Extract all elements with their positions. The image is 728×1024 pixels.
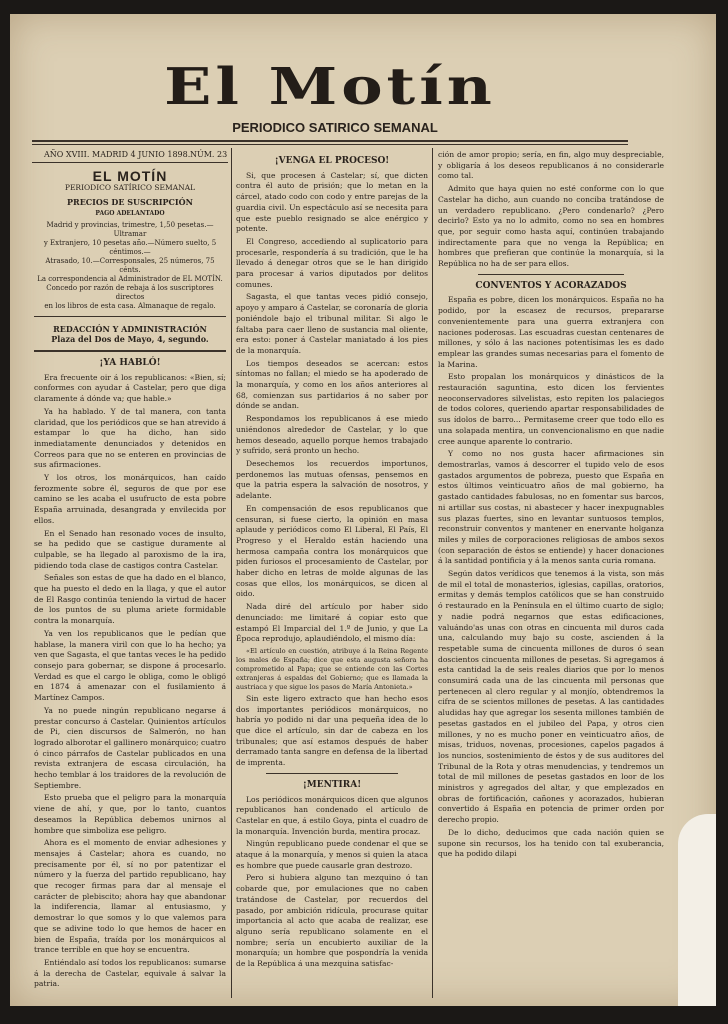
issue-date: MADRID 4 JUNIO 1898.: [92, 150, 191, 159]
paragraph: Y los otros, los monárquicos, han caído ferozmente sobre él, seguros de que por ese camino se les acaba el usufructo de esta pobre España arruinada, desangrada y envilecida por ellos.: [34, 473, 226, 525]
article-heading-conventos-y-acorazados: CONVENTOS Y ACORAZADOS: [475, 280, 627, 291]
box-title: EL MOTÍN: [92, 168, 168, 184]
masthead-subtitle: PERIODICO SATIRICO SEMANAL: [232, 120, 438, 135]
pago-label: PAGO ADELANTADO: [95, 210, 165, 217]
prices-line: Madrid y provincias, trimestre, 1,50 pesetas.—Ultramar: [46, 221, 214, 238]
prices-line: en los libros de esta casa. Almanaque de regalo.: [44, 302, 216, 310]
paragraph: Ya no puede ningún republicano negarse á prestar concurso á Castelar. Quinientos artículos de Pi, cien discursos de Salmerón, no han logrado alborotar el gallinero monárquico; cuatro ó cinco párrafos de Castelar publicados en una revista extranjera de escasa circulación, ha hecho temblar á los traidores de la revolución de Septiembre.: [34, 705, 226, 790]
prices-line: La correspondencia al Administrador de EL MOTÍN.: [37, 275, 223, 283]
prices-line: y Extranjero, 10 pesetas año.—Número suelto, 5 céntimos.—: [43, 239, 217, 256]
paragraph: Según datos verídicos que tenemos á la vista, son más de mil el total de monasterios, iglesias, capillas, oratorios, ermitas y demás templos católicos que se han construido ó restaurado en la Península en el último cuarto de siglo; y nadie podrá negarnos que estas edificaciones, valuándo'as unas con otras en cincuenta mil duros cada una, calculando muy bajo su coste, ascienden á la respetable suma de cincuenta millones de duros ó sean doscientos cincuenta millones de pesetas. Si agregamos á esta cantidad la de seis reales diarios que por lo menos consumirá cada una de las cincuenta mil personas que pertenecen al clero regular y al monjío, obtendremos la cifra de se scientos millones de pesetas. A las cantidades aludidas hay que agregar los sesenta millones también de pesetas gastados en el jubileo del Papa, y otros cien millones, y no es mucho poner en veinticuatro años, de misas, triduos, novenas, procesiones, capelos pagados á los nuncios, sostenimiento de éstos y de sus auditores del Tribunal de la Rota y otras menudencias, y tendremos un total de mil millones de pesetas gastados en loor de los ministros y agregados del altar, y que emplezados en obras de fortificación, cañones y acorazados, hubieran convertido á España en potencia de primer orden por derecho propio.: [438, 569, 664, 825]
redaccion-address: Plaza del Dos de Mayo, 4, segundo.: [51, 334, 209, 344]
paragraph: Respondamos los republicanos á ese miedo uniéndonos alrededor de Castelar, y lo que hemos deseado, aquello porque hemos trabajado y sufrido, será pronto un hecho.: [236, 414, 428, 456]
paragraph: Ya ven los republicanos que le pedían que hablase, la manera viril con que lo ha hecho; ya ven que Sagasta, el que tantas veces le ha pedido consejo para gobernar, se dispone á procesarlo. Verdad es que el cargo le obliga, como le obligó en 1874 á amenazar con el fusilamiento á Martínez Campos.: [34, 628, 226, 703]
paragraph: Ya ha hablado. Y de tal manera, con tanta claridad, que los periódicos que se han atrevido á estampar lo que ha dicho, han sido inmediatamente denunciados y detenidos en Correos para que no se enteren en provincias de sus afirmaciones.: [34, 406, 226, 470]
paragraph: El Congreso, accediendo al suplicatorio para procesarle, respondería á su tradición, que le ha llevado á denegar otros que se le han dirigido para procesar á varios diputados por delitos comunes.: [236, 236, 428, 289]
paragraph: De lo dicho, deducimos que cada nación quien se supone sin recursos, los ha tenido con tal exuberancia, que ha podido dilapi: [438, 827, 664, 859]
paragraph: Era frecuente oir á los republicanos: «Bien, sí; conformes con ayudar á Castelar, pero que diga claramente á dónde va; que hable.»: [34, 372, 226, 404]
redaccion-heading: REDACCIÓN Y ADMINISTRACIÓN: [53, 324, 207, 334]
rule-top: [32, 140, 628, 142]
paragraph: Sin este ligero extracto que han hecho esos dos importantes periódicos monárquicos, no habría yo podido ni dar una pequeña idea de lo que dice el artículo, sin dar de cabeza en los tribunales; que así estamos después de haber derramado tanta sangre en defensa de la libertad de imprenta.: [236, 693, 428, 768]
paragraph: Esto prueba que el peligro para la monarquía viene de ahí, y que, por lo tanto, cuantos deseamos la República debemos unirnos al hombre que simboliza ese peligro.: [34, 793, 226, 835]
subscription-box: [34, 168, 226, 352]
quoted-excerpt: «El artículo en cuestión, atribuye á la Reina Regente los males de España; dice que esta augusta señora ha comprometido al Papa; que se entiende con las Cortes extranjeras á espaldas del Gobierno; que es llamada la austriaca y que sigue los pasos de María Antonieta.»: [236, 646, 428, 691]
column-3: [438, 150, 664, 998]
prices-line: Concedo por razón de rebaja á los suscriptores directos: [46, 284, 214, 301]
paragraph: En el Senado han resonado voces de insulto, se ha pedido que se castigue duramente al culpable, se ha llegado al paroxismo de la ira, pidiendo toda clase de castigos contra Castelar.: [34, 528, 226, 570]
paragraph: Los tiempos deseados se acercan: estos síntomas no fallan; el miedo se ha apoderado de la monarquía, y como en los años anteriores al 68, comienzan sus partidarios á no saber por dónde se andan.: [236, 358, 428, 411]
column-divider-2: [432, 148, 433, 998]
rule-top-thin: [32, 144, 628, 145]
article-heading-mentira: ¡MENTIRA!: [302, 779, 362, 790]
torn-corner: [678, 814, 716, 1006]
paragraph: Desechemos los recuerdos importunos, perdonemos las mutuas ofensas, pensemos en que la patria espera la salvación de nosotros, y adelante.: [236, 458, 428, 501]
issue-year: AÑO XVIII.: [44, 150, 90, 159]
prices-line: Atrasado, 10.—Corresponsales, 25 números, 75 cénts.: [45, 257, 215, 274]
column-divider-1: [231, 148, 232, 998]
issue-number: NÚM. 23: [190, 150, 228, 159]
paragraph: Admito que haya quien no esté conforme con lo que Castelar ha dicho, aun cuando no conciba tratándose de un verdadero republicano. ¿Pero condenarlo? ¿Pero decirlo? Esto ya no lo admito, como no sea en hombres que, por seguir como hasta aquí, continúen trabajando indirectamente para que no venga la República; en hombres que prefieran que continúe la monarquía, si la República no ha de ser para ellos.: [438, 184, 664, 269]
prices-heading: PRECIOS DE SUSCRIPCIÓN: [67, 197, 193, 207]
paragraph: Ahora es el momento de enviar adhesiones y mensajes á Castelar; ahora es cuando, no precisamente por él, sí no por patentizar el número y la fuerza del partido republicano, hay que recoger firmas para dar al mensaje el carácter de plebiscito; ahora hay que abandonar la indiferencia, llamar al entusiasmo, y demostrar lo que somos y lo que valemos para que se adivine todo lo que hemos de hacer en bien de España, traída por los monárquicos al trance terrible en que hoy se encuentra.: [34, 838, 226, 955]
masthead-title: El Motín: [164, 56, 496, 117]
column-2: [236, 150, 428, 998]
paragraph: Ningún republicano puede condenar el que se ataque á la monarquía, y menos si quien la ataca es hombre que puede causarle gran destrozo.: [236, 839, 428, 870]
paragraph: Y como no nos gusta hacer afirmaciones sin demostrarlas, vamos á descorrer el tupido velo de esos gastados argumentos de pobreza, puesto que España en estos últimos veinticuatro años de mal gobierno, ha gastado cantidades fabulosas, no en fomentar sus barcos, ni artillar sus costas, ni abastecer y hacer inexpugnables sus plazas fuertes, sino en levantar suntuosos templos, reconstruir conventos y mantener en enervante holganza miles y miles de corporaciones religiosas de ambos sexos (con separación de éstos se entiende) y hacer donaciones á la santidad pontificia y á la menos santa curia romana.: [438, 449, 664, 566]
article-heading-venga-el-proceso: ¡VENGA EL PROCESO!: [274, 156, 390, 166]
paragraph: España es pobre, dicen los monárquicos. España no ha podido, por la escasez de recursos, prepararse convenientemente para una guerra extranjera con naciones poderosas. Las escuadras cuestan centenares de millones, y sólo á las naciones potentísimas les es dado emplear las grandes sumas necesarias para el fomento de la Marina.: [438, 295, 664, 369]
rule-meta: [32, 162, 228, 163]
article-heading-ya-hablo: ¡YA HABLÓ!: [99, 358, 161, 368]
paragraph: Si, que procesen á Castelar; sí, que dicten contra él auto de prisión; que lo metan en la cárcel, atado codo con codo y entre parejas de la guardia civil. Un espectáculo así se necesita para que este pueblo resignado se alce enérgico y potente.: [236, 170, 428, 234]
paragraph: Sagasta, el que tantas veces pidió consejo, apoyo y amparo á Castelar, se coronaría de gloria poniéndole bajo el tribunal militar. Si algo le faltaba para caer lleno de sustancia mal oliente, era esto: poner á Castelar maniatado á los pies de la monarquía.: [236, 292, 428, 355]
paragraph: Esto propalan los monárquicos y dinásticos de la restauración saguntina, esto dicen los fervientes neoconservadores silvelistas, esto repiten los palaciegos de todos colores, queriendo apartar responsabilidades de sus ídolos de barro... Permitaseme creer que todo ello es una solapada mentira, un convencionalismo en que nadie cree aunque aparente lo contrario.: [438, 372, 664, 446]
paragraph: Los periódicos monárquicos dicen que algunos republicanos han condenado el artículo de Castelar en que, á estilo Goya, pinta el cuadro de la monarquía. Invención burda, mentira procaz.: [236, 794, 428, 836]
paragraph: Entiéndalo así todos los republicanos: sumarse á la derecha de Castelar, equivale á salvar la patria.: [34, 957, 226, 989]
paragraph: En compensación de esos republicanos que censuran, si fuese cierto, la opinión en masa aplaude y periódicos como El Liberal, El País, El Progreso y el Heraldo están haciendo una hermosa campaña contra los monárquicos que piden furiosos el procesamiento de Castelar, por haber dicho en letras de molde algunas de las cosas que ellos, los monárquicos, se dicen al oido.: [236, 503, 428, 599]
paragraph: Pero si hubiera alguno tan mezquino ó tan cobarde que, por emulaciones que no caben tratándose de Castelar, por recuerdos del pasado, por ambición ridícula, procurase quitar importancia al acto que acaba de realizar, ese alguno sería republicano solamente en el nombre; sería un encubierto auxiliar de la monarquía; un hombre que pospondría la venida de la República á una mezquina satisfac-: [236, 873, 428, 969]
paragraph: ción de amor propio; sería, en fin, algo muy despreciable, y obligaría á los deseos republicanos á no considerarle como tal.: [438, 150, 664, 181]
box-subtitle: PERIODICO SATÍRICO SEMANAL: [64, 183, 196, 192]
column-1: [34, 168, 226, 998]
paragraph: Nada diré del artículo por haber sido denunciado: me limitaré á copiar esto que estampó El Imparcial del 1.º de Junio, y que La Época reprodujo, aplaudiéndolo, el mismo día:: [236, 602, 428, 644]
paragraph: Señales son estas de que ha dado en el blanco, que ha puesto el dedo en la llaga, y que el autor de El Rasgo continúa teniendo la virtud de hacer de los puntos de su pluma ariete formidable contra la monarquía.: [34, 573, 226, 626]
